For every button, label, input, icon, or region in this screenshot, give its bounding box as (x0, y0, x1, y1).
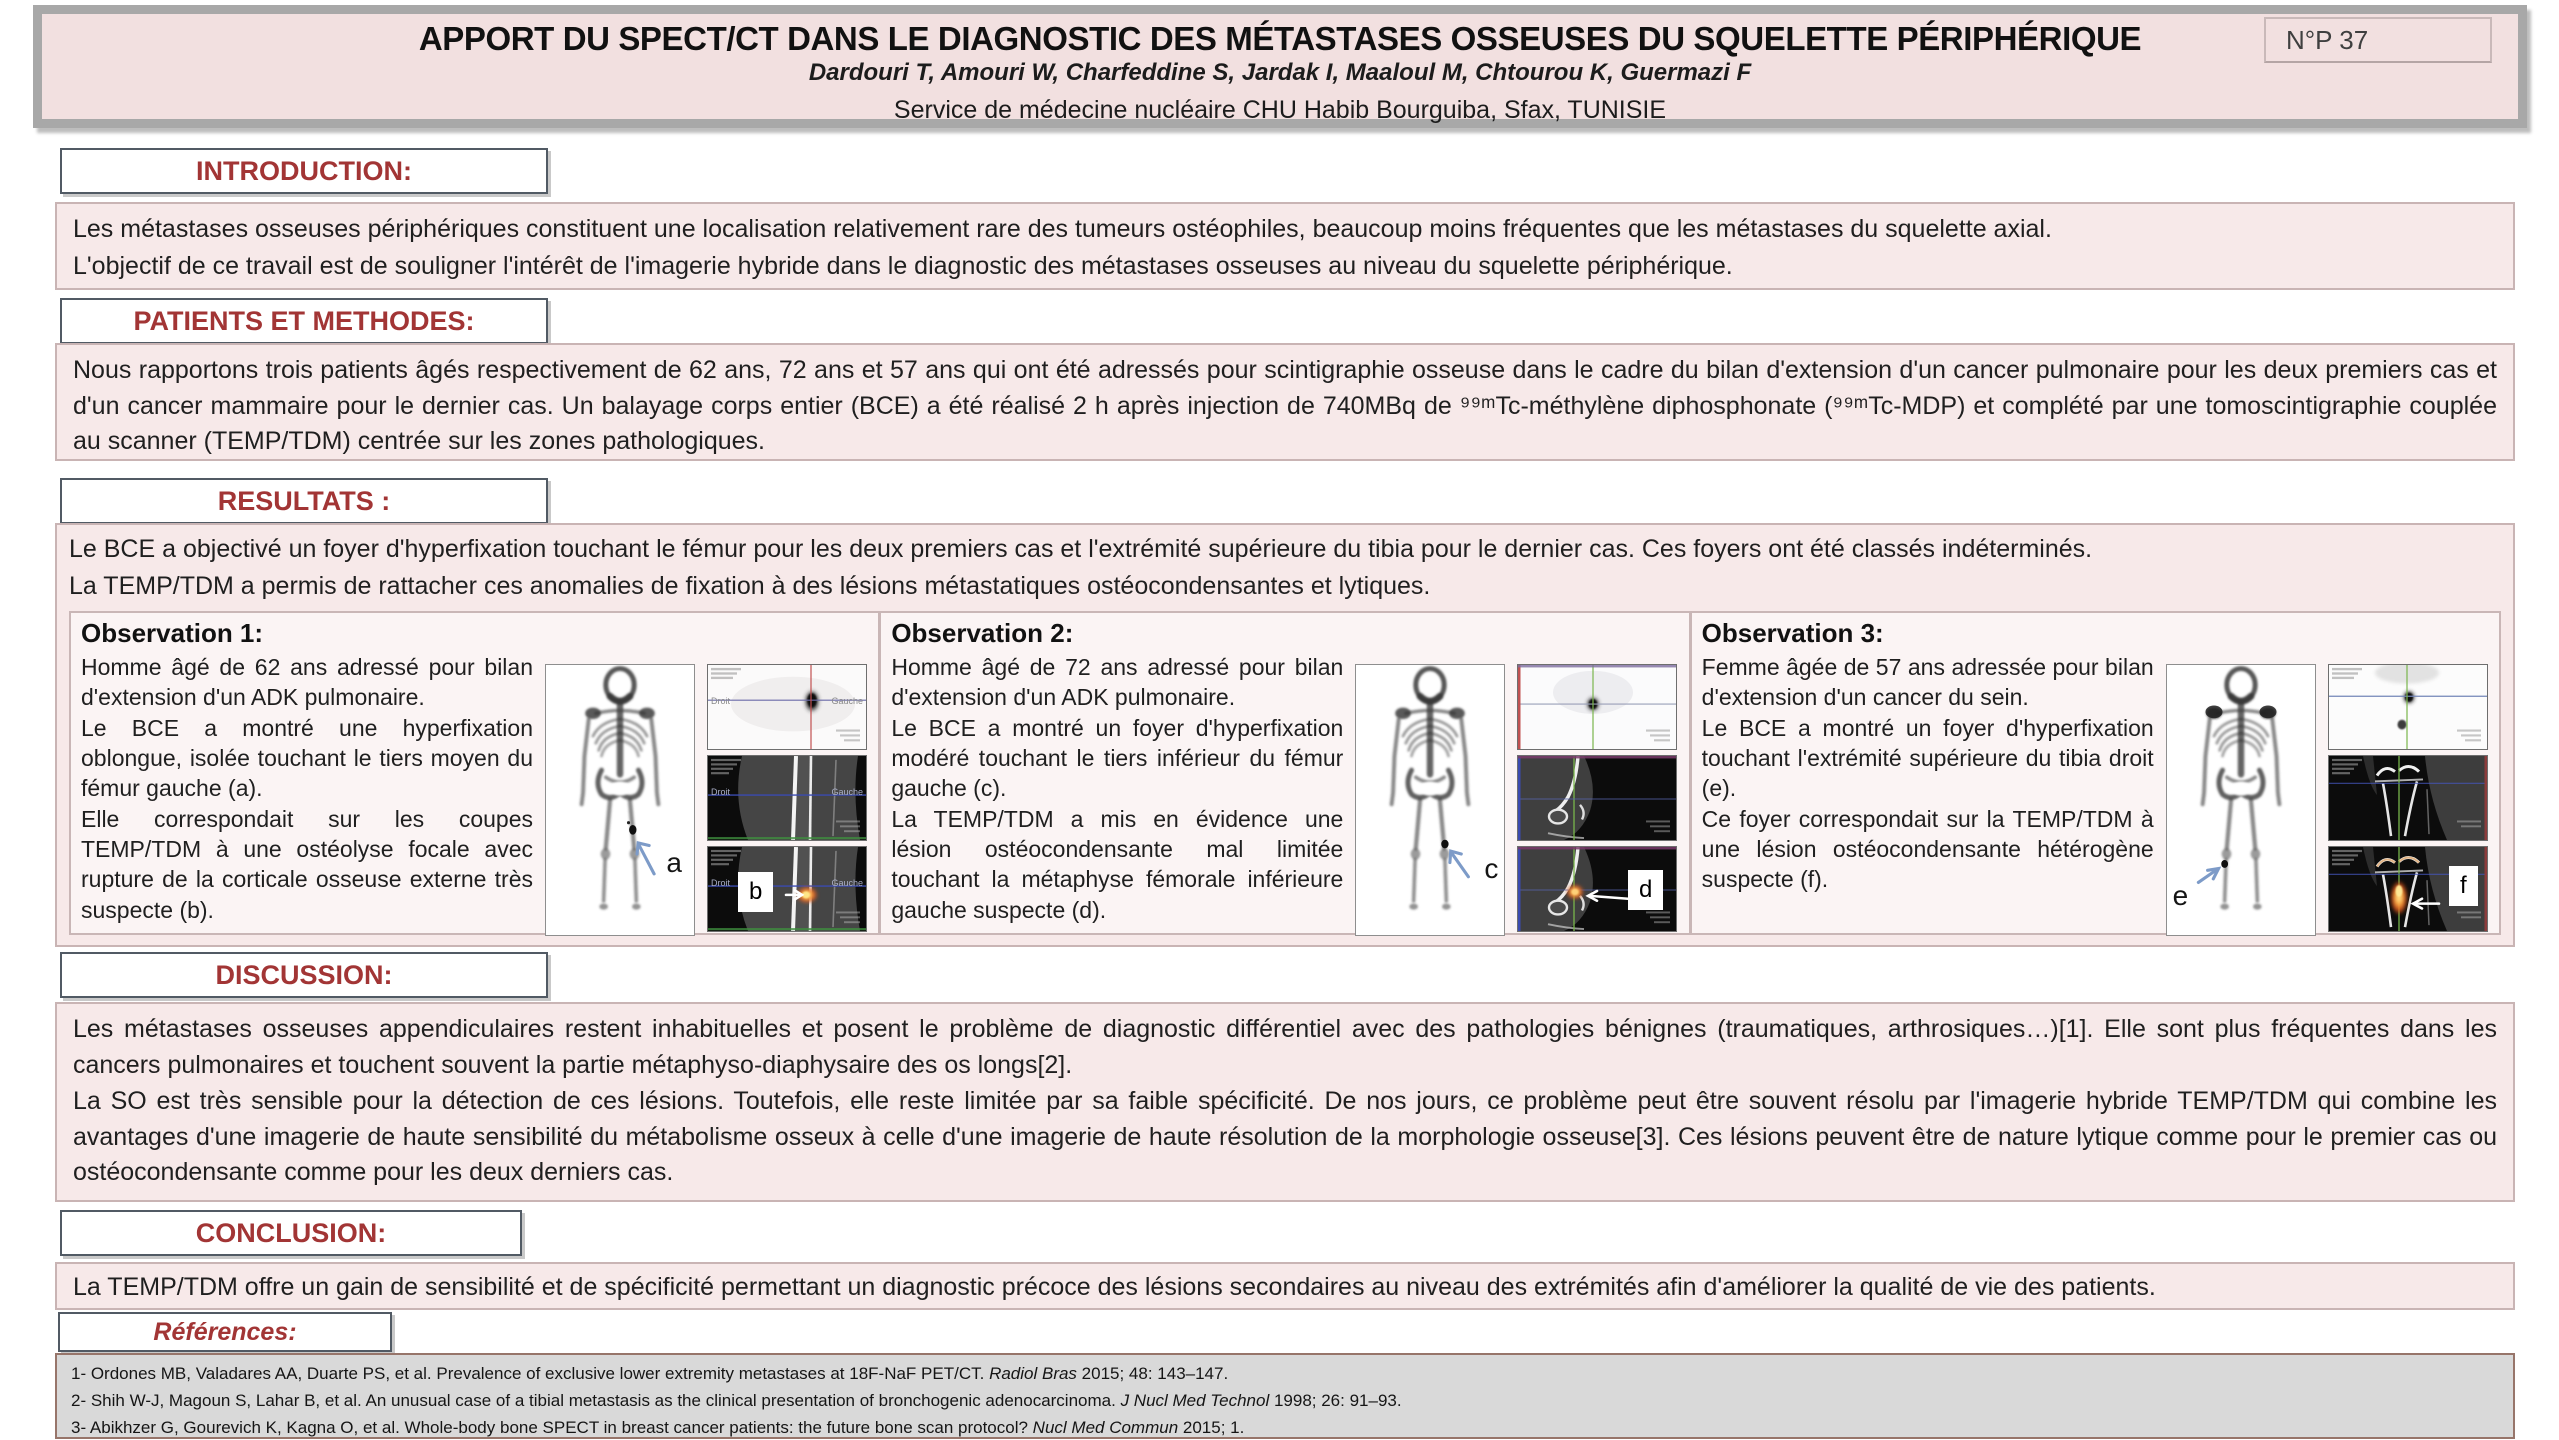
observation-3-panel (1691, 611, 2501, 935)
lesion-hotspot (629, 825, 636, 835)
section-heading-methods (60, 298, 548, 344)
section-heading-references (58, 1312, 392, 1352)
orientation-label-right: Gauche (831, 786, 863, 797)
spect-planar-image-3 (2328, 664, 2488, 750)
discussion-paragraph: La SO est très sensible pour la détection de ces lésions. Toutefois, elle reste limitée par sa faible spécificité. De nos jours, ce problème peut être souvent résolu par l'imagerie hybride TEMP/TDM qui combine les avantages d'une imagerie de haute sensibilité du métabolisme osseux à celle d'une imagerie de haute résolution de la morphologie osseuse[3]. Ces lésions peuvent être de nature lytique comme pour le premier cas ou ostéocondensante comme pour les deux derniers cas. (73, 1087, 2497, 1186)
orientation-label-left: Droit (711, 695, 731, 706)
poster-number-badge: N°P 37 (2264, 17, 2492, 63)
scan-marker-label: e (2172, 879, 2189, 911)
poster-affiliation: Service de médecine nucléaire CHU Habib Bourguiba, Sfax, TUNISIE (893, 96, 1667, 124)
observation-title: Observation 3: (1701, 618, 1884, 648)
observation-1-panel (69, 611, 880, 935)
fusion-marker-label: b (738, 872, 773, 912)
conclusion-text-box (55, 1262, 2515, 1310)
reference-item: 2- Shih W-J, Magoun S, Lahar B, et al. An unusual case of a tibial metastasis as the clinical presentation of bronchogenic adenocarcinoma. J Nucl Med Technol 1998; 26: 91–93. (71, 1390, 1402, 1410)
spect-planar-image-2 (1517, 664, 1677, 750)
wholebody-bone-scan-1 (545, 664, 695, 936)
poster-header (33, 5, 2527, 128)
results-paragraph: La TEMP/TDM a permis de rattacher ces anomalies de fixation à des lésions métastatiques ostéocondensantes et lytiques. (69, 571, 1431, 600)
ct-slice-image-3 (2328, 755, 2488, 841)
observation-2-panel (880, 611, 1690, 935)
lesion-arrow-icon (1450, 851, 1468, 877)
section-heading-label: RESULTATS : (217, 485, 391, 516)
spect-ct-stack (1517, 664, 1677, 936)
poster-authors: Dardouri T, Amouri W, Charfeddine S, Jardak I, Maaloul M, Chtourou K, Guermazi F (808, 59, 1752, 86)
section-heading-label: INTRODUCTION: (196, 155, 412, 186)
lesion-hotspot (1442, 840, 1449, 849)
spect-planar-image-1 (707, 664, 867, 750)
lesion-arrow-icon (2198, 868, 2218, 882)
observation-text: Femme âgée de 57 ans adressée pour bilan d'extension d'un cancer du sein. Le BCE a montré un foyer d'hyperfixation touchant l'extrémité supérieure du tibia droit (e). Ce foyer correspondait sur la TEMP/TDM à une lésion ostéocondensante hétérogène suspecte (f). (1701, 653, 2154, 893)
spect-ct-fusion-image-1 (707, 846, 867, 932)
section-heading-label: DISCUSSION: (215, 959, 393, 990)
observation-text: Homme âgé de 62 ans adressé pour bilan d'extension d'un ADK pulmonaire. Le BCE a montré une hyperfixation oblongue, isolée touchant le tiers moyen du fémur gauche (a). Elle correspondait sur les coupes TEMP/TDM à une ostéolyse focale avec rupture de la corticale osseuse externe très suspecte (b). (81, 653, 533, 923)
spect-ct-fusion-image-2 (1517, 846, 1677, 932)
observation-title: Observation 1: (81, 618, 264, 648)
results-paragraph: Le BCE a objectivé un foyer d'hyperfixation touchant le fémur pour les deux premiers cas et l'extrémité supérieure du tibia pour le dernier cas. Ces foyers ont été classés indéterminés. (69, 535, 2093, 563)
observation-text: Homme âgé de 72 ans adressé pour bilan d'extension d'un ADK pulmonaire. Le BCE a montré un foyer d'hyperfixation modéré touchant le tiers inférieur du fémur gauche (c). La TEMP/TDM a mis en évidence une lésion ostéocondensante mal limitée touchant la métaphyse fémorale inférieure gauche suspecte (d). (891, 653, 1344, 923)
ct-slice-image-1 (707, 755, 867, 841)
lesion-arrow-icon (637, 843, 654, 874)
orientation-label-left: Droit (711, 786, 731, 797)
conclusion-paragraph: La TEMP/TDM offre un gain de sensibilité et de spécificité permettant un diagnostic précoce des lésions secondaires au niveau des extrémités afin d'améliorer la qualité de vie des patients. (73, 1273, 2156, 1301)
section-heading-introduction (60, 148, 548, 194)
orientation-label-right: Gauche (831, 877, 863, 888)
methods-paragraph: Nous rapportons trois patients âgés respectivement de 62 ans, 72 ans et 57 ans qui ont été adressés pour scintigraphie osseuse dans le cadre du bilan d'extension d'un cancer pulmonaire pour les deux premiers cas et d'un cancer mammaire pour le dernier cas. Un balayage corps entier (BCE) a été réalisé 2 h après injection de 740MBq de ⁹⁹ᵐTc-méthylène diphosphonate (⁹⁹ᵐTc-MDP) et complété par une tomoscintigraphie couplée au scanner (TEMP/TDM) centrée sur les zones pathologiques. (73, 356, 2497, 455)
results-box (55, 523, 2515, 947)
section-heading-label: Références: (153, 1317, 297, 1346)
poster-title: APPORT DU SPECT/CT DANS LE DIAGNOSTIC DES MÉTASTASES OSSEUSES DU SQUELETTE PÉRIPHÉRIQUE (418, 20, 2142, 57)
orientation-label-right: Gauche (831, 695, 863, 706)
lesion-hotspot (2221, 860, 2228, 868)
spect-ct-stack (2328, 664, 2488, 936)
section-heading-discussion (60, 952, 548, 998)
discussion-text-box (55, 1002, 2515, 1202)
orientation-label-left: Droit (711, 877, 731, 888)
wholebody-bone-scan-2 (1355, 664, 1505, 936)
scan-marker-label: c (1484, 852, 1499, 884)
scan-marker-label: a (666, 847, 682, 879)
ct-slice-image-2 (1517, 755, 1677, 841)
section-heading-results (60, 478, 548, 524)
observations-row (69, 611, 2501, 935)
section-heading-label: CONCLUSION: (195, 1217, 387, 1248)
references-box (55, 1353, 2515, 1439)
wholebody-bone-scan-3 (2166, 664, 2316, 936)
methods-text-box (55, 343, 2515, 461)
reference-item: 3- Abikhzer G, Gourevich K, Kagna O, et al. Whole-body bone SPECT in breast cancer patients: the future bone scan protocol? Nucl Med Commun 2015; 1. (71, 1417, 1245, 1437)
section-heading-conclusion (60, 1210, 522, 1256)
fusion-marker-label: f (2449, 866, 2478, 906)
spect-ct-fusion-image-3 (2328, 846, 2488, 932)
fusion-marker-label: d (1628, 870, 1663, 910)
observation-title: Observation 2: (891, 618, 1074, 648)
discussion-paragraph: Les métastases osseuses appendiculaires restent inhabituelles et posent le problème de diagnostic différentiel avec des pathologies bénignes (traumatiques, arthrosiques…)[1]. Elle sont plus fréquentes dans les cancers pulmonaires et touchent souvent la partie métaphyso-diaphysaire des os longs[2]. (73, 1015, 2497, 1079)
section-heading-label: PATIENTS ET METHODES: (133, 305, 475, 336)
reference-item: 1- Ordones MB, Valadares AA, Duarte PS, et al. Prevalence of exclusive lower extremity metastases at 18F-NaF PET/CT. Radiol Bras 2015; 48: 143–147. (71, 1364, 1229, 1383)
introduction-paragraph: Les métastases osseuses périphériques constituent une localisation relativement rare des tumeurs ostéophiles, beaucoup moins fréquentes que les métastases du squelette axial. (73, 215, 2052, 243)
spect-ct-stack (707, 664, 867, 936)
introduction-paragraph: L'objectif de ce travail est de souligner l'intérêt de l'imagerie hybride dans le diagnostic des métastases osseuses au niveau du squelette périphérique. (73, 251, 1733, 280)
introduction-text-box (55, 202, 2515, 290)
